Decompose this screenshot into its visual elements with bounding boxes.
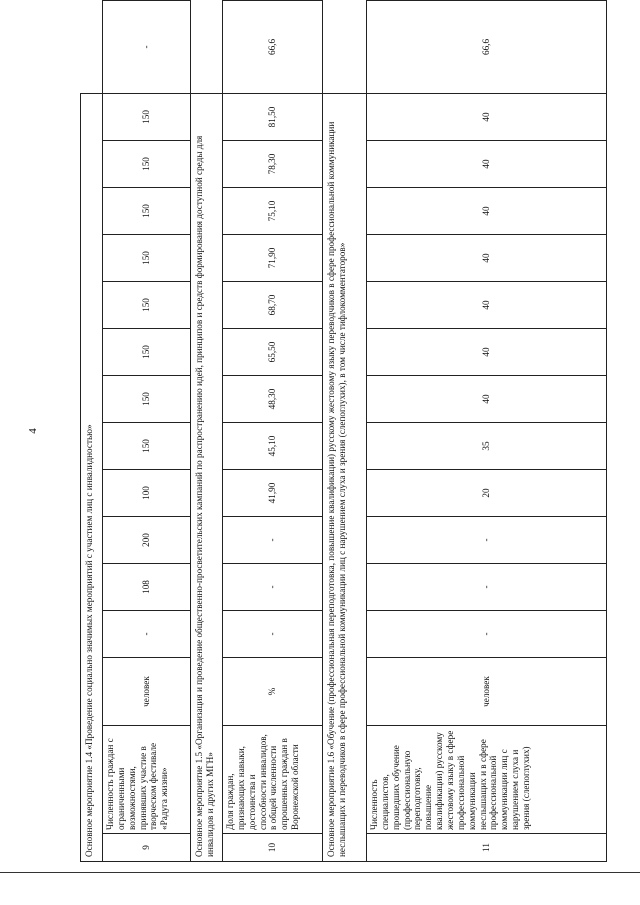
value-cell: 100 [103,470,191,517]
value-cell: 35 [367,423,607,470]
section-header-row [81,1,103,862]
section-title: Основное мероприятие 1.6 «Обучение (профессиональная переподготовка, повышение квалификации) русскому жестовому языку переводчиков в сфере профессиональной коммуникации неслышащих и переводчиков в сфере профессиональной коммуникации лиц с нарушением слуха и зрения (слепоглухих), в том числе тифлокомментаторов» [323,93,367,861]
value-cell: 40 [367,282,607,329]
rotated-page-area [80,0,610,862]
value-cell: 150 [103,423,191,470]
value-cell: 150 [103,376,191,423]
value-cell: - [367,564,607,611]
value-cell: 66,6 [367,1,607,94]
value-cell: 40 [367,188,607,235]
unit-cell: человек [103,658,191,726]
value-cell: 20 [367,470,607,517]
value-cell: 71,90 [223,235,323,282]
indicators-table [80,0,607,862]
value-cell: - [103,611,191,658]
section-title: Основное мероприятие 1.4 «Проведение социально значимых мероприятий с участием лиц с инвалидностью» [81,93,103,861]
value-cell: 78,30 [223,141,323,188]
row-number: 11 [367,834,607,862]
value-cell: 81,50 [223,93,323,140]
unit-cell: человек [367,658,607,726]
rotated-content [80,0,610,862]
value-cell: - [223,564,323,611]
row-number: 10 [223,834,323,862]
value-cell: - [367,517,607,564]
value-cell: 40 [367,235,607,282]
table-row [223,1,323,862]
value-cell: 150 [103,141,191,188]
value-cell: 41,90 [223,470,323,517]
section-title: Основное мероприятие 1.5 «Организация и проведение общественно-просветительских кампаний по распространению идей, принципов и средств формирования доступной среды для инвалидов и других МГН» [191,93,223,861]
value-cell: - [367,611,607,658]
value-cell: - [223,611,323,658]
value-cell: - [103,1,191,94]
value-cell: 45,10 [223,423,323,470]
value-cell: 48,30 [223,376,323,423]
value-cell: - [223,517,323,564]
value-cell: 40 [367,93,607,140]
value-cell: 65,50 [223,329,323,376]
value-cell: 150 [103,188,191,235]
row-number: 9 [103,834,191,862]
value-cell: 108 [103,564,191,611]
value-cell: 150 [103,93,191,140]
value-cell: 66,6 [223,1,323,94]
indicator-name: Доля граждан, признающих навыки, достоинства и способности инвалидов, в общей численности опрошенных граждан в Воронежской области [223,726,323,834]
section-header-row [323,1,367,862]
unit-cell: % [223,658,323,726]
indicator-name: Численность граждан с ограниченными возможностями, принявших участие в творческом фестивале «Радуга жизни» [103,726,191,834]
table-row [103,1,191,862]
page-bottom-rule [0,872,640,873]
value-cell: 40 [367,329,607,376]
value-cell: 150 [103,235,191,282]
value-cell: 40 [367,141,607,188]
value-cell: 40 [367,376,607,423]
table-row [367,1,607,862]
page-number: 4 [27,428,39,434]
value-cell: 150 [103,329,191,376]
indicator-name: Численность специалистов, прошедших обучение (профессиональную переподготовку, повышение квалификации) русскому жестовому языку в сфере профессиональной коммуникации неслышащих и в сфере профессиональной коммуникации лиц с нарушением слуха и зрения (слепоглухих) [367,726,607,834]
section-header-row [191,1,223,862]
value-cell: 68,70 [223,282,323,329]
value-cell: 150 [103,282,191,329]
value-cell: 200 [103,517,191,564]
value-cell: 75,10 [223,188,323,235]
